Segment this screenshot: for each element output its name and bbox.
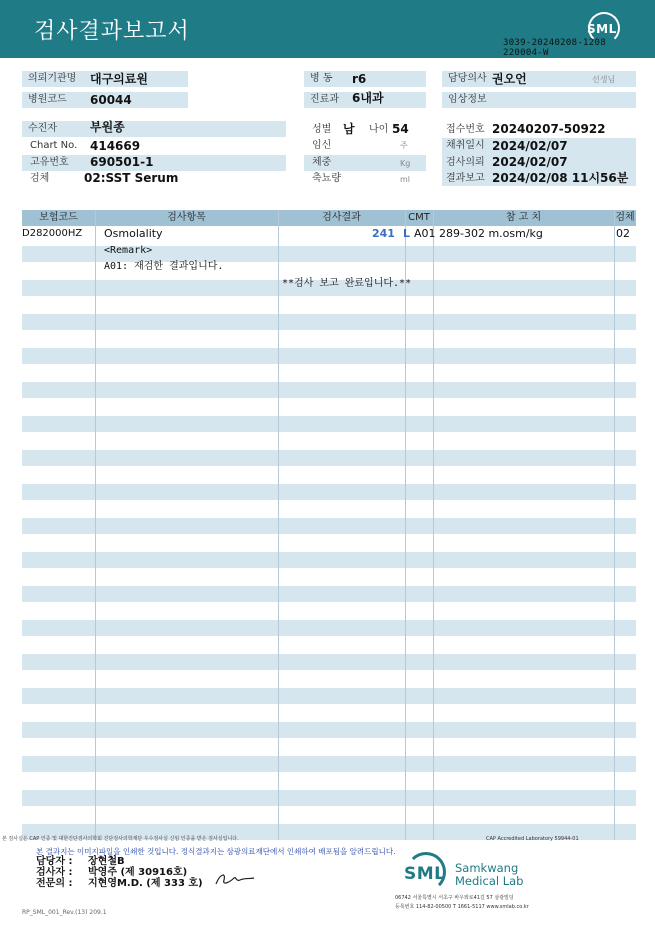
col-divider — [278, 210, 279, 840]
cell-flag: L — [403, 227, 411, 240]
row-band — [22, 688, 636, 704]
row-band — [22, 348, 636, 364]
row-band — [22, 586, 636, 602]
th-reference: 참 고 치 — [505, 212, 542, 223]
chart-value: 414669 — [90, 139, 141, 153]
request-label: 검사의뢰 — [446, 157, 485, 168]
remark-text: A01: 재검한 결과입니다. — [104, 261, 224, 272]
age-label: 나이 — [369, 124, 389, 135]
th-cmt: CMT — [408, 212, 430, 223]
hospital-label-text: 의뢰기관명 — [28, 73, 77, 84]
chart-label: Chart No. — [30, 140, 78, 151]
cap-accreditation: CAP Accredited Laboratory 59944-01 — [486, 836, 579, 842]
form-id: RP_SML_001_Rev.(13) 209.1 — [22, 909, 107, 916]
id-value: 690501-1 — [90, 155, 154, 169]
specialist-value: 지현영M.D. (제 333 호) — [88, 878, 203, 889]
th-specimen: 검체 — [615, 212, 635, 223]
lab-address: 06742 서울특별시 서초구 바우뫼로41길 57 삼광빌딩 — [395, 895, 514, 901]
cell-reference: 289-302 m.osm/kg — [439, 227, 543, 240]
urine-unit: ml — [400, 175, 411, 184]
row-band — [22, 790, 636, 806]
ward-value: r6 — [352, 72, 367, 86]
logo-text: SML — [587, 22, 617, 36]
th-test-item: 검사항목 — [167, 212, 206, 223]
report-value: 2024/02/08 11시56분 — [492, 171, 629, 185]
accreditation-note: 본 검사실은 CAP 인증 및 대한진단검사의학회 진단검사의학재단 우수검사실 신임 인증을 받은 검사실입니다. — [2, 836, 239, 842]
col-divider — [95, 210, 96, 840]
pregnancy-label: 임신 — [312, 140, 332, 151]
ward-label-text: 병 동 — [310, 73, 333, 84]
cell-result: 241 — [372, 227, 395, 240]
row-band — [22, 484, 636, 500]
row-band — [22, 314, 636, 330]
hospital-code-label-text: 병원코드 — [28, 94, 67, 105]
col-divider — [405, 210, 406, 840]
manager-value: 장현철B — [88, 856, 125, 867]
logo-text: SML — [404, 864, 446, 884]
receipt-label: 접수번호 — [446, 124, 485, 135]
remark-title: <Remark> — [104, 245, 153, 256]
row-band — [22, 722, 636, 738]
report-label: 결과보고 — [446, 173, 485, 184]
dept-label-text: 진료과 — [310, 94, 339, 105]
urine-label: 축뇨량 — [312, 173, 341, 184]
collect-label: 채취일시 — [446, 140, 485, 151]
weight-unit: Kg — [400, 159, 411, 168]
collect-value: 2024/02/07 — [492, 139, 568, 153]
cell-cmt: A01 — [414, 227, 436, 240]
row-band — [22, 450, 636, 466]
document-id — [503, 38, 606, 58]
specialist-label: 전문의 : — [36, 878, 73, 889]
pregnancy-unit: 주 — [400, 141, 408, 150]
manager-label: 담당자 : — [36, 856, 73, 867]
doctor-suffix: 선생님 — [592, 75, 616, 84]
signature-icon — [214, 870, 258, 888]
doctor-label-text: 담당의사 — [448, 73, 487, 84]
manager-row — [36, 856, 125, 867]
th-result: 검사결과 — [322, 212, 361, 223]
image-print-notice: 본 결과지는 이미지파일을 인쇄한 것입니다. 정식결과지는 삼광의료재단에서 인쇄하여 배포됨을 알려드립니다. — [36, 847, 396, 856]
hospital-code-value: 60044 — [90, 93, 132, 107]
row-band — [22, 552, 636, 568]
dept-value: 6내과 — [352, 91, 384, 105]
sex-label: 성별 — [312, 124, 332, 135]
request-value: 2024/02/07 — [492, 155, 568, 169]
specialist-row — [36, 878, 203, 889]
examiner-value: 박영주 (제 30916호) — [88, 867, 188, 878]
document-id-line2: 220004-W — [503, 48, 549, 58]
lab-contact: 등록번호 114-82-00500 T 1661-5117 www.smlab.co.kr — [395, 904, 529, 910]
lab-name-line1: Samkwang — [455, 861, 519, 875]
row-band — [22, 382, 636, 398]
doctor-value: 권오언 — [492, 72, 527, 86]
examiner-label: 검사자 : — [36, 867, 73, 878]
row-band — [22, 620, 636, 636]
report-title: 검사결과보고서 — [34, 19, 190, 44]
row-band — [22, 756, 636, 772]
patient-label-text: 수진자 — [28, 123, 57, 134]
row-band — [22, 654, 636, 670]
specimen-value: 02:SST Serum — [84, 171, 179, 185]
receipt-value: 20240207-50922 — [492, 122, 606, 136]
lab-name — [455, 862, 523, 888]
cell-insurance-code: D282000HZ — [22, 228, 83, 239]
lab-name-line2: Medical Lab — [455, 874, 524, 888]
clinical-label-text: 임상정보 — [448, 94, 487, 105]
hospital-value: 대구의료원 — [90, 72, 148, 86]
col-divider — [433, 210, 434, 840]
th-insurance-code: 보험코드 — [39, 212, 78, 223]
cell-test-item: Osmolality — [104, 227, 163, 240]
cell-specimen: 02 — [616, 227, 630, 240]
specimen-label: 검체 — [30, 173, 50, 184]
document-id-line1: 3039-20240208-1208 — [503, 38, 606, 48]
examiner-row — [36, 867, 187, 878]
row-band — [22, 416, 636, 432]
patient-value: 부원종 — [90, 120, 125, 134]
report-complete: **검사 보고 완료입니다.** — [282, 278, 412, 289]
col-divider — [614, 210, 615, 840]
patient-label — [22, 121, 286, 137]
id-label: 고유번호 — [30, 157, 69, 168]
weight-label: 체중 — [312, 157, 332, 168]
age-value: 54 — [392, 122, 409, 136]
sex-value: 남 — [343, 122, 355, 136]
row-band — [22, 518, 636, 534]
sml-footer-logo — [404, 852, 450, 892]
clinical-label — [442, 92, 636, 108]
